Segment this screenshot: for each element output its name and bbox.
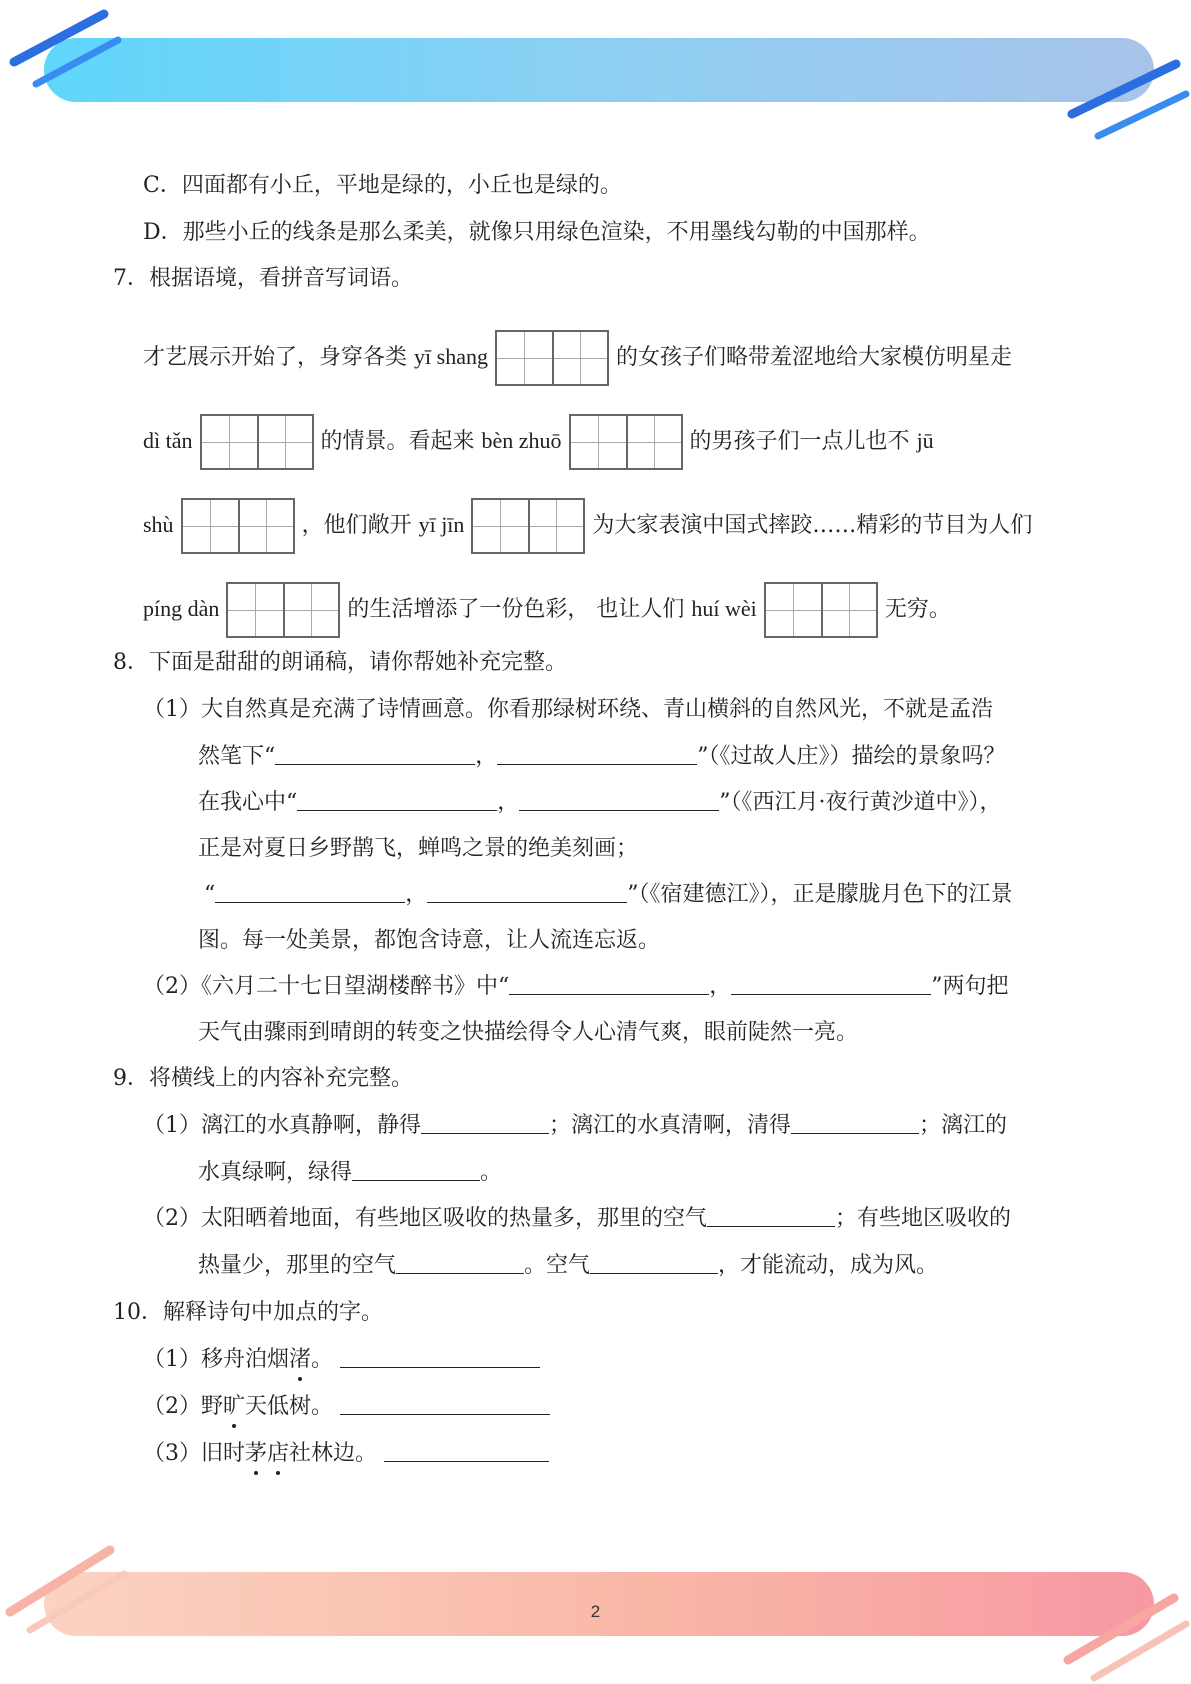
pinyin-ditan: dì tǎn [143, 428, 193, 453]
q8-p1-line-6: 图。每一处美景，都饱含诗意，让人流连忘返。 [198, 928, 661, 953]
answer-blank[interactable] [352, 1158, 480, 1181]
answer-blank[interactable] [791, 1111, 919, 1134]
option-d: D．那些小丘的线条是那么柔美，就像只用绿色渲染，不用墨线勾勒的中国那样。 [143, 220, 931, 245]
pinyin-pingdan: píng dàn [143, 596, 220, 621]
pinyin-yijin: yī jīn [418, 512, 465, 537]
option-c: C．四面都有小丘，平地是绿的，小丘也是绿的。 [143, 173, 622, 198]
answer-blank[interactable] [297, 788, 497, 811]
q8-p1-line-5: “ ， ”（《宿建德江》），正是朦胧月色下的江景 [204, 882, 1013, 907]
footer-stripes-right [1050, 1580, 1191, 1684]
q7-line-2: dì tǎn 的情景。看起来 bèn zhuō 的男孩子们一点儿也不 jū [143, 414, 934, 470]
q8-p1-line-2: 然笔下“ ， ”（《过故人庄》）描绘的景象吗？ [198, 744, 1006, 769]
q7-line-1: 才艺展示开始了，身穿各类 yī shang 的女孩子们略带羞涩地给大家模仿明星走 [143, 330, 1012, 386]
dotted-char: 旷 [223, 1392, 245, 1422]
q9-p1-line-1: （1）漓江的水真静啊，静得 ；漓江的水真清啊，清得 ；漓江的 [143, 1113, 1008, 1138]
q10-item-3: （3）旧时茅店社林边。 [143, 1439, 549, 1469]
q9-title: 9．将横线上的内容补充完整。 [113, 1066, 413, 1091]
char-grid-benzhuo[interactable] [569, 414, 683, 470]
q9-p1-line-2: 水真绿啊，绿得 。 [198, 1160, 503, 1185]
pinyin-ju: jū [916, 428, 934, 453]
q7-title: 7．根据语境，看拼音写词语。 [113, 266, 413, 291]
answer-blank[interactable] [384, 1439, 549, 1462]
answer-blank[interactable] [497, 742, 697, 765]
char-grid-yijin[interactable] [471, 498, 585, 554]
dotted-char: 茅 [245, 1439, 267, 1469]
header-banner [44, 38, 1154, 102]
answer-blank[interactable] [340, 1345, 540, 1368]
pinyin-huiwei: huí wèi [691, 596, 757, 621]
answer-blank[interactable] [731, 972, 931, 995]
q8-p1-line-1: （1）大自然真是充满了诗情画意。你看那绿树环绕、青山横斜的自然风光，不就是孟浩 [143, 697, 993, 722]
char-grid-yishang[interactable] [495, 330, 609, 386]
q10-item-1: （1）移舟泊烟渚。 [143, 1345, 540, 1375]
dotted-char: 店 [267, 1439, 289, 1469]
char-grid-pingdan[interactable] [226, 582, 340, 638]
page-number: 2 [590, 1602, 601, 1621]
answer-blank[interactable] [396, 1251, 524, 1274]
char-grid-huiwei[interactable] [764, 582, 878, 638]
q7-line-4: píng dàn 的生活增添了一份色彩， 也让人们 huí wèi 无穷。 [143, 582, 951, 638]
char-grid-jushu[interactable] [181, 498, 295, 554]
q9-p2-line-1: （2）太阳晒着地面，有些地区吸收的热量多，那里的空气 ；有些地区吸收的 [143, 1206, 1012, 1231]
q10-item-2: （2）野旷天低树。 [143, 1392, 550, 1422]
q7-line-3: shù ，他们敞开 yī jīn 为大家表演中国式摔跤……精彩的节目为人们 [143, 498, 1032, 554]
dotted-char: 渚 [289, 1345, 311, 1375]
answer-blank[interactable] [427, 880, 627, 903]
q8-p2-line-1: （2）《六月二十七日望湖楼醉书》中“ ， ”两句把 [143, 974, 1009, 999]
answer-blank[interactable] [340, 1392, 550, 1415]
char-grid-ditan[interactable] [200, 414, 314, 470]
q10-title: 10．解释诗句中加点的字。 [113, 1300, 383, 1325]
answer-blank[interactable] [707, 1204, 835, 1227]
q8-p2-line-2: 天气由骤雨到晴朗的转变之快描绘得令人心清气爽，眼前陡然一亮。 [198, 1020, 859, 1045]
pinyin-shu: shù [143, 512, 174, 537]
q8-p1-line-3: 在我心中“ ， ”（《西江月·夜行黄沙道中》）， [198, 790, 1002, 815]
q8-title: 8．下面是甜甜的朗诵稿，请你帮她补充完整。 [113, 650, 567, 675]
q9-p2-line-2: 热量少，那里的空气 。空气 ，才能流动，成为风。 [198, 1253, 939, 1278]
answer-blank[interactable] [215, 880, 405, 903]
answer-blank[interactable] [519, 788, 719, 811]
header-stripes-left [0, 0, 140, 110]
pinyin-benzhuo: bèn zhuō [481, 428, 562, 453]
answer-blank[interactable] [509, 972, 709, 995]
pinyin-yishang: yī shang [414, 344, 488, 369]
header-stripes-right [1050, 50, 1191, 150]
q8-p1-line-4: 正是对夏日乡野鹊飞，蝉鸣之景的绝美刻画； [198, 836, 639, 861]
answer-blank[interactable] [421, 1111, 549, 1134]
footer-stripes-left [0, 1530, 140, 1640]
answer-blank[interactable] [275, 742, 475, 765]
answer-blank[interactable] [590, 1251, 718, 1274]
